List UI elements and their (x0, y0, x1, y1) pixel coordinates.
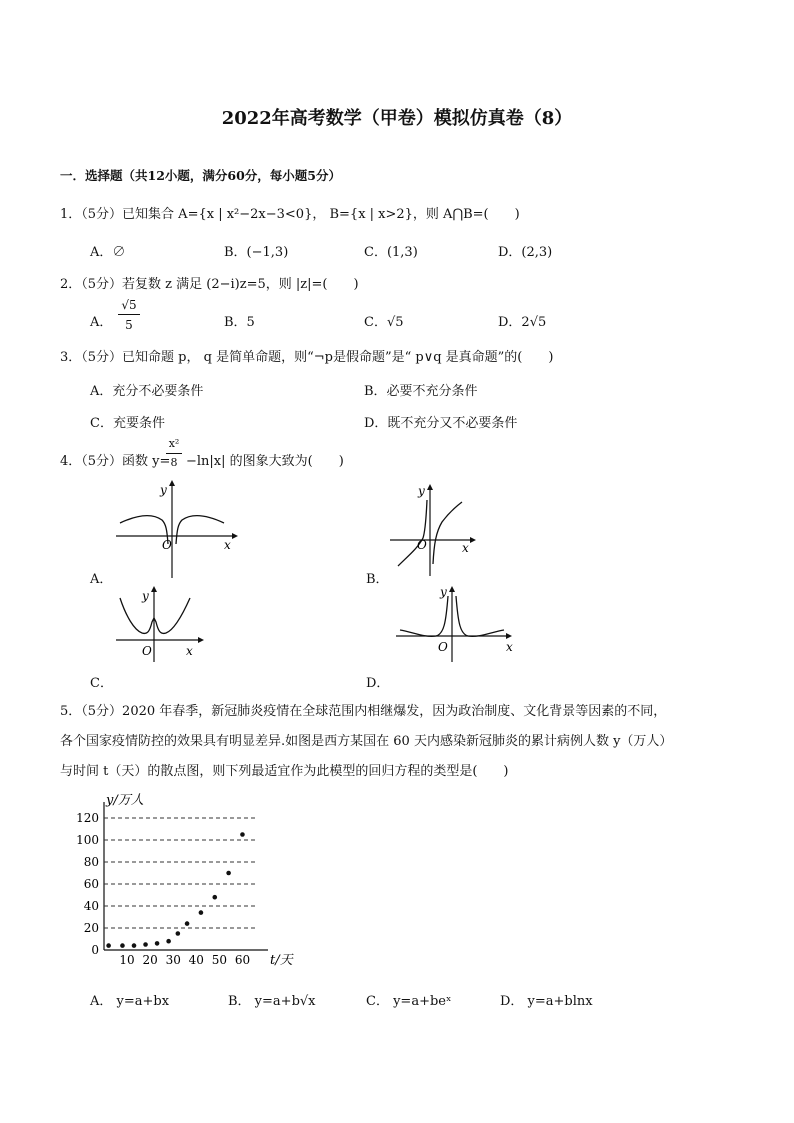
data-point (212, 895, 217, 900)
y-tick-label: 100 (76, 833, 99, 847)
page-title: 2022年高考数学（甲卷）模拟仿真卷（8） (221, 108, 573, 129)
data-point (199, 910, 204, 915)
curve-left (120, 516, 168, 544)
q4-graph-b[interactable] (384, 480, 484, 580)
data-point (226, 871, 231, 876)
y-axis-arrow-icon (169, 480, 175, 486)
origin-label: O (162, 538, 172, 552)
q1-option-d[interactable]: D．(2,3) (498, 245, 553, 260)
section-heading: 一．选择题（共12小题，满分60分，每小题5分） (60, 168, 341, 183)
x-tick-label: 20 (142, 953, 158, 967)
question-2-stem: 2．（5分）若复数 z 满足 (2−i)z=5，则 |z|=( ) (60, 277, 359, 292)
q4-option-d[interactable]: D． (366, 676, 390, 691)
q5-option-c[interactable]: C． y=a+beˣ (366, 994, 452, 1009)
data-point (185, 921, 190, 926)
x-axis-arrow-icon (232, 533, 238, 539)
q3-option-d[interactable]: D．既不充分又不必要条件 (364, 416, 518, 431)
y-tick-label: 20 (83, 921, 99, 935)
data-point (120, 943, 125, 948)
origin-label: O (417, 538, 427, 552)
x-axis-label: x (186, 644, 193, 658)
y-axis-arrow-icon (449, 586, 455, 592)
curve-left (398, 500, 427, 566)
question-5-line-1: 5．（5分）2020 年春季，新冠肺炎疫情在全球范围内相继爆发，因为政治制度、文化背景等因素的不同， (60, 704, 667, 719)
y-axis-label: y (418, 484, 425, 498)
x-axis-label: x (506, 640, 513, 654)
q2-option-d[interactable]: D．2√5 (498, 315, 547, 330)
q2-option-a-numerator: √5 (121, 298, 137, 312)
q3-option-a[interactable]: A．充分不必要条件 (90, 384, 204, 399)
q4-fraction-denominator: 8 (170, 456, 178, 469)
q2-option-a-denominator: 5 (125, 318, 133, 332)
data-point (166, 939, 171, 944)
q2-fraction-bar (118, 314, 140, 315)
data-point (240, 832, 245, 837)
q3-option-b[interactable]: B．必要不充分条件 (364, 384, 478, 399)
data-point (176, 931, 181, 936)
y-axis-arrow-icon (427, 484, 433, 490)
curve-right (456, 596, 504, 636)
y-tick-label: 120 (76, 811, 99, 825)
origin-label: O (438, 640, 448, 654)
y-axis-label: y/万人 (106, 793, 144, 808)
q5-option-a[interactable]: A． y=a+bx (90, 994, 170, 1009)
curve-left (400, 596, 448, 636)
x-axis-arrow-icon (198, 637, 204, 643)
q4-graph-d[interactable] (392, 580, 518, 664)
x-axis-label: x (224, 538, 231, 552)
q4-fraction-bar (166, 453, 182, 454)
y-tick-label: 40 (83, 899, 99, 913)
q4-option-c[interactable]: C． (90, 676, 113, 691)
q2-option-b[interactable]: B．5 (224, 315, 255, 330)
x-axis-label: x (462, 541, 469, 555)
curve (120, 598, 190, 633)
x-tick-label: 50 (211, 953, 228, 967)
x-tick-label: 10 (119, 953, 135, 967)
y-tick-label: 60 (83, 877, 99, 891)
x-tick-label: 30 (165, 953, 181, 967)
q2-option-c[interactable]: C．√5 (364, 315, 404, 330)
x-axis-label: t/天 (270, 953, 293, 968)
curve-right (433, 502, 462, 564)
y-axis-label: y (142, 589, 149, 603)
q2-option-a[interactable]: A． (90, 315, 113, 330)
x-axis-arrow-icon (470, 537, 476, 543)
q4-fraction-numerator: x² (168, 437, 180, 450)
question-4-stem-post: −ln|x| 的图象大致为( ) (186, 454, 344, 469)
curve-right (176, 516, 224, 544)
q4-graph-a[interactable] (112, 478, 242, 582)
question-1-stem: 1．（5分）已知集合 A={x | x²−2x−3<0}， B={x | x>2}，则 A⋂B=( ) (60, 207, 520, 222)
q1-option-a[interactable]: A．∅ (90, 245, 126, 260)
q4-option-a[interactable]: A． (90, 572, 113, 587)
q5-scatter-chart (60, 790, 300, 970)
q4-option-b[interactable]: B． (366, 572, 389, 587)
q1-option-c[interactable]: C．(1,3) (364, 245, 418, 260)
y-axis-label: y (160, 483, 167, 497)
x-axis-arrow-icon (506, 633, 512, 639)
q4-graph-c[interactable] (112, 584, 222, 664)
data-point (143, 942, 148, 947)
data-point (132, 943, 137, 948)
q5-option-d[interactable]: D． y=a+blnx (500, 994, 593, 1009)
q3-option-c[interactable]: C．充要条件 (90, 416, 165, 431)
question-5-line-2: 各个国家疫情防控的效果具有明显差异.如图是西方某国在 60 天内感染新冠肺炎的累计病例人数 y（万人） (60, 734, 673, 749)
x-tick-label: 60 (234, 953, 251, 967)
origin-label: O (142, 644, 152, 658)
y-axis-label: y (440, 585, 447, 599)
q1-option-b[interactable]: B．(−1,3) (224, 245, 289, 260)
data-point (106, 943, 111, 948)
data-point (155, 941, 160, 946)
x-tick-label: 40 (188, 953, 204, 967)
q5-option-b[interactable]: B． y=a+b√x (228, 994, 316, 1009)
question-5-line-3: 与时间 t（天）的散点图，则下列最适宜作为此模型的回归方程的类型是( ) (60, 764, 509, 779)
question-3-stem: 3．（5分）已知命题 p， q 是简单命题，则“¬p是假命题”是“ p∨q 是真命题”的( ) (60, 350, 554, 365)
y-axis-arrow-icon (151, 586, 157, 592)
y-tick-label: 0 (91, 943, 99, 957)
y-tick-label: 80 (83, 855, 99, 869)
question-4-stem-pre: 4．（5分）函数 y= (60, 454, 171, 469)
